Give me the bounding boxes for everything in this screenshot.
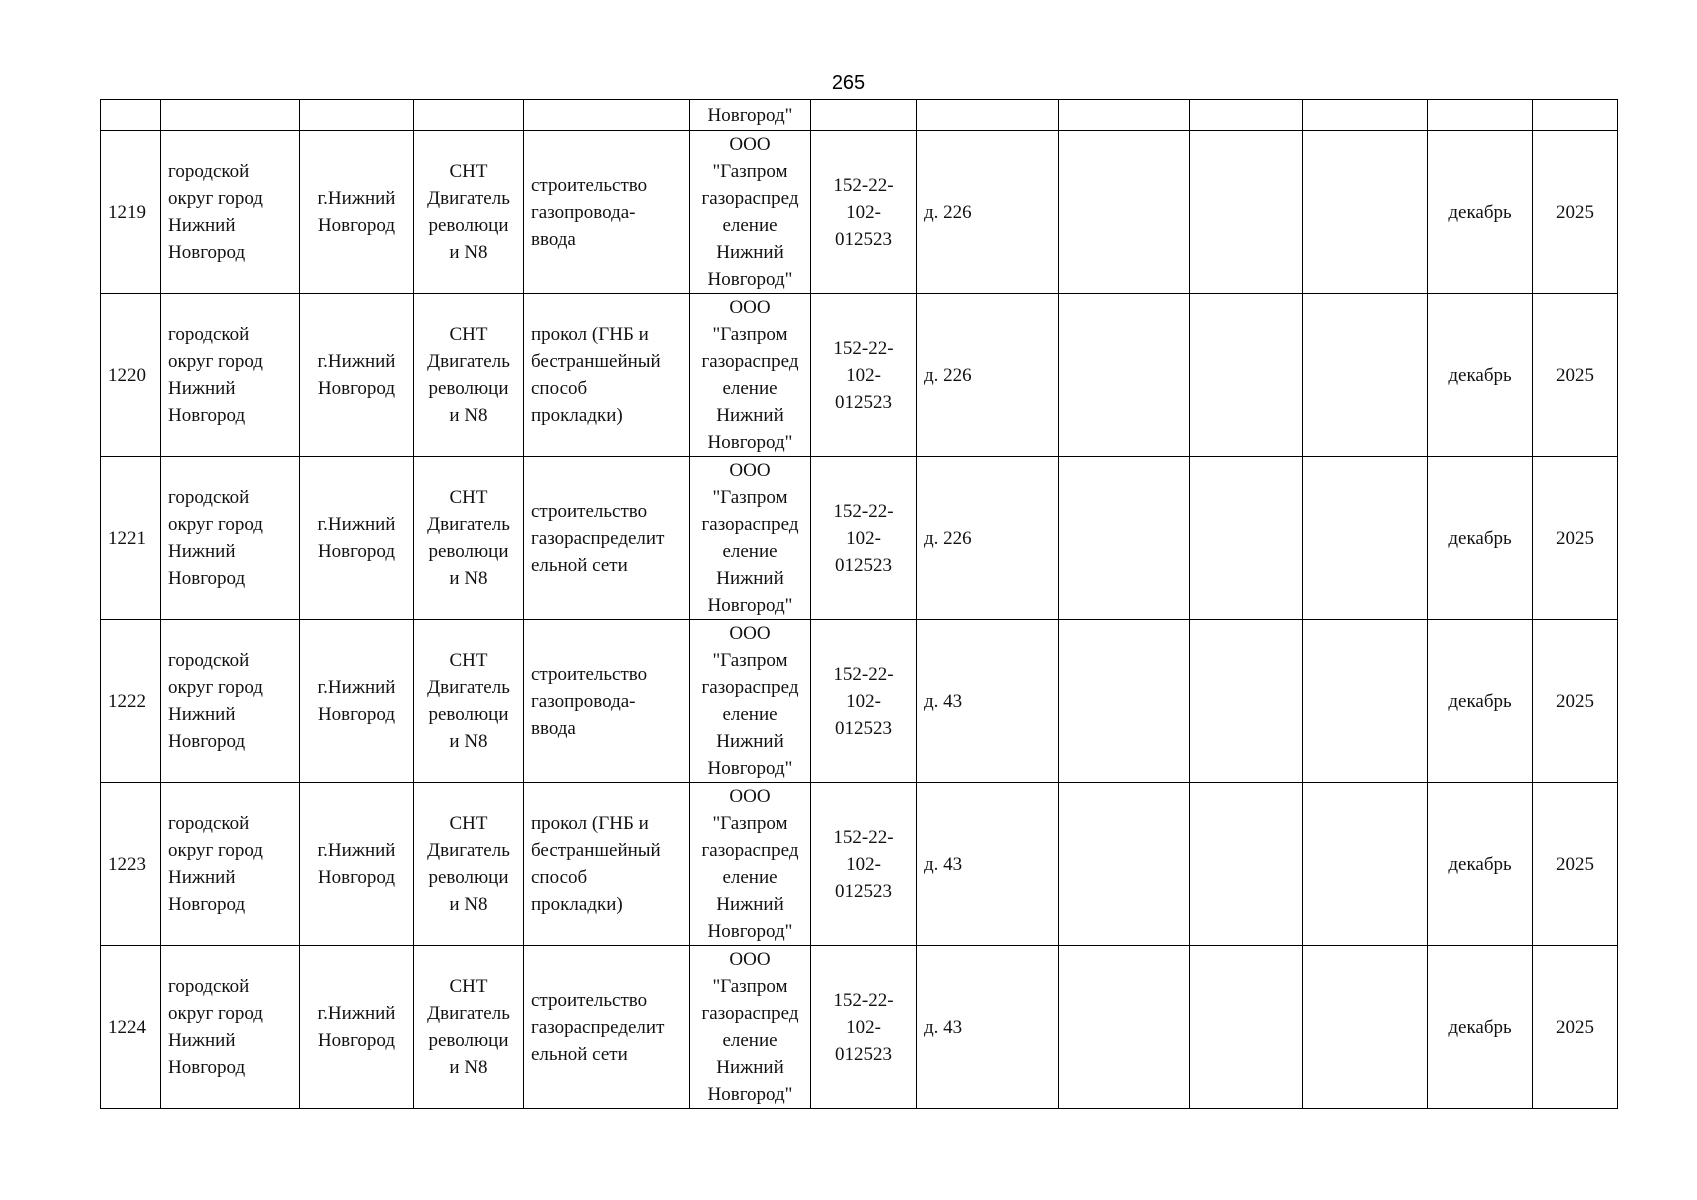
cell-empty bbox=[1303, 131, 1428, 294]
cell-settlement: г.Нижний Новгород bbox=[300, 131, 414, 294]
cell-organization: Новгород" bbox=[690, 100, 811, 131]
work-schedule-table bbox=[100, 99, 1618, 1109]
cell-program-number bbox=[811, 100, 917, 131]
table-row bbox=[101, 294, 1618, 457]
cell-empty bbox=[1303, 100, 1428, 131]
cell-house bbox=[917, 100, 1059, 131]
page-number: 265 bbox=[831, 72, 866, 94]
cell-month: декабрь bbox=[1428, 783, 1533, 946]
cell-empty bbox=[1190, 783, 1303, 946]
cell-house: д. 43 bbox=[917, 620, 1059, 783]
cell-empty bbox=[1303, 946, 1428, 1109]
cell-settlement: г.Нижний Новгород bbox=[300, 946, 414, 1109]
cell-work-type bbox=[524, 100, 690, 131]
cell-settlement: г.Нижний Новгород bbox=[300, 457, 414, 620]
cell-month: декабрь bbox=[1428, 457, 1533, 620]
cell-month: декабрь bbox=[1428, 294, 1533, 457]
row-number: 1223 bbox=[101, 783, 161, 946]
cell-num bbox=[101, 100, 161, 131]
row-number: 1222 bbox=[101, 620, 161, 783]
cell-work-type: прокол (ГНБ и бестраншейный способ прокладки) bbox=[524, 294, 690, 457]
cell-empty bbox=[1190, 100, 1303, 131]
table-body bbox=[101, 100, 1618, 1109]
cell-empty bbox=[1303, 783, 1428, 946]
cell-year: 2025 bbox=[1533, 294, 1618, 457]
table-row bbox=[101, 946, 1618, 1109]
cell-program-number: 152-22- 102- 012523 bbox=[811, 620, 917, 783]
cell-settlement: г.Нижний Новгород bbox=[300, 620, 414, 783]
cell-street: СНТ Двигатель революци и N8 bbox=[414, 131, 524, 294]
cell-settlement: г.Нижний Новгород bbox=[300, 294, 414, 457]
cell-work-type: строительство газопровода- ввода bbox=[524, 620, 690, 783]
cell-program-number: 152-22- 102- 012523 bbox=[811, 294, 917, 457]
cell-organization: ООО "Газпром газораспред еление Нижний Новгород" bbox=[690, 783, 811, 946]
cell-empty bbox=[1303, 294, 1428, 457]
cell-organization: ООО "Газпром газораспред еление Нижний Новгород" bbox=[690, 620, 811, 783]
cell-empty bbox=[1059, 131, 1190, 294]
row-number: 1221 bbox=[101, 457, 161, 620]
cell-empty bbox=[1059, 783, 1190, 946]
cell-municipality: городской округ город Нижний Новгород bbox=[161, 783, 300, 946]
cell-year: 2025 bbox=[1533, 620, 1618, 783]
table-row bbox=[101, 131, 1618, 294]
row-number: 1220 bbox=[101, 294, 161, 457]
cell-work-type: строительство газораспределит ельной сети bbox=[524, 946, 690, 1109]
continuation-row bbox=[101, 100, 1618, 131]
cell-street: СНТ Двигатель революци и N8 bbox=[414, 946, 524, 1109]
cell-organization: ООО "Газпром газораспред еление Нижний Новгород" bbox=[690, 457, 811, 620]
cell-settlement bbox=[300, 100, 414, 131]
cell-municipality: городской округ город Нижний Новгород bbox=[161, 457, 300, 620]
cell-house: д. 43 bbox=[917, 946, 1059, 1109]
row-number: 1219 bbox=[101, 131, 161, 294]
cell-municipality: городской округ город Нижний Новгород bbox=[161, 131, 300, 294]
cell-month: декабрь bbox=[1428, 131, 1533, 294]
cell-settlement: г.Нижний Новгород bbox=[300, 783, 414, 946]
table-row bbox=[101, 457, 1618, 620]
cell-month bbox=[1428, 100, 1533, 131]
cell-empty bbox=[1190, 294, 1303, 457]
cell-street: СНТ Двигатель революци и N8 bbox=[414, 457, 524, 620]
cell-empty bbox=[1303, 457, 1428, 620]
cell-year bbox=[1533, 100, 1618, 131]
cell-municipality: городской округ город Нижний Новгород bbox=[161, 620, 300, 783]
cell-empty bbox=[1059, 457, 1190, 620]
cell-street: СНТ Двигатель революци и N8 bbox=[414, 620, 524, 783]
cell-street bbox=[414, 100, 524, 131]
cell-program-number: 152-22- 102- 012523 bbox=[811, 946, 917, 1109]
cell-work-type: прокол (ГНБ и бестраншейный способ прокладки) bbox=[524, 783, 690, 946]
cell-municipality: городской округ город Нижний Новгород bbox=[161, 294, 300, 457]
cell-empty bbox=[1190, 131, 1303, 294]
row-number: 1224 bbox=[101, 946, 161, 1109]
cell-work-type: строительство газораспределит ельной сети bbox=[524, 457, 690, 620]
cell-month: декабрь bbox=[1428, 946, 1533, 1109]
table-row bbox=[101, 620, 1618, 783]
cell-year: 2025 bbox=[1533, 131, 1618, 294]
cell-organization: ООО "Газпром газораспред еление Нижний Новгород" bbox=[690, 131, 811, 294]
cell-street: СНТ Двигатель революци и N8 bbox=[414, 783, 524, 946]
cell-house: д. 226 bbox=[917, 131, 1059, 294]
cell-year: 2025 bbox=[1533, 946, 1618, 1109]
cell-empty bbox=[1059, 100, 1190, 131]
cell-year: 2025 bbox=[1533, 457, 1618, 620]
cell-year: 2025 bbox=[1533, 783, 1618, 946]
cell-empty bbox=[1059, 294, 1190, 457]
cell-house: д. 43 bbox=[917, 783, 1059, 946]
cell-empty bbox=[1059, 946, 1190, 1109]
cell-empty bbox=[1190, 457, 1303, 620]
cell-empty bbox=[1303, 620, 1428, 783]
cell-municipality: городской округ город Нижний Новгород bbox=[161, 946, 300, 1109]
cell-month: декабрь bbox=[1428, 620, 1533, 783]
table-row bbox=[101, 783, 1618, 946]
cell-municipality bbox=[161, 100, 300, 131]
cell-organization: ООО "Газпром газораспред еление Нижний Новгород" bbox=[690, 946, 811, 1109]
cell-program-number: 152-22- 102- 012523 bbox=[811, 783, 917, 946]
cell-street: СНТ Двигатель революци и N8 bbox=[414, 294, 524, 457]
cell-program-number: 152-22- 102- 012523 bbox=[811, 131, 917, 294]
cell-program-number: 152-22- 102- 012523 bbox=[811, 457, 917, 620]
cell-work-type: строительство газопровода- ввода bbox=[524, 131, 690, 294]
cell-empty bbox=[1059, 620, 1190, 783]
cell-house: д. 226 bbox=[917, 294, 1059, 457]
cell-empty bbox=[1190, 946, 1303, 1109]
cell-house: д. 226 bbox=[917, 457, 1059, 620]
cell-organization: ООО "Газпром газораспред еление Нижний Новгород" bbox=[690, 294, 811, 457]
cell-empty bbox=[1190, 620, 1303, 783]
